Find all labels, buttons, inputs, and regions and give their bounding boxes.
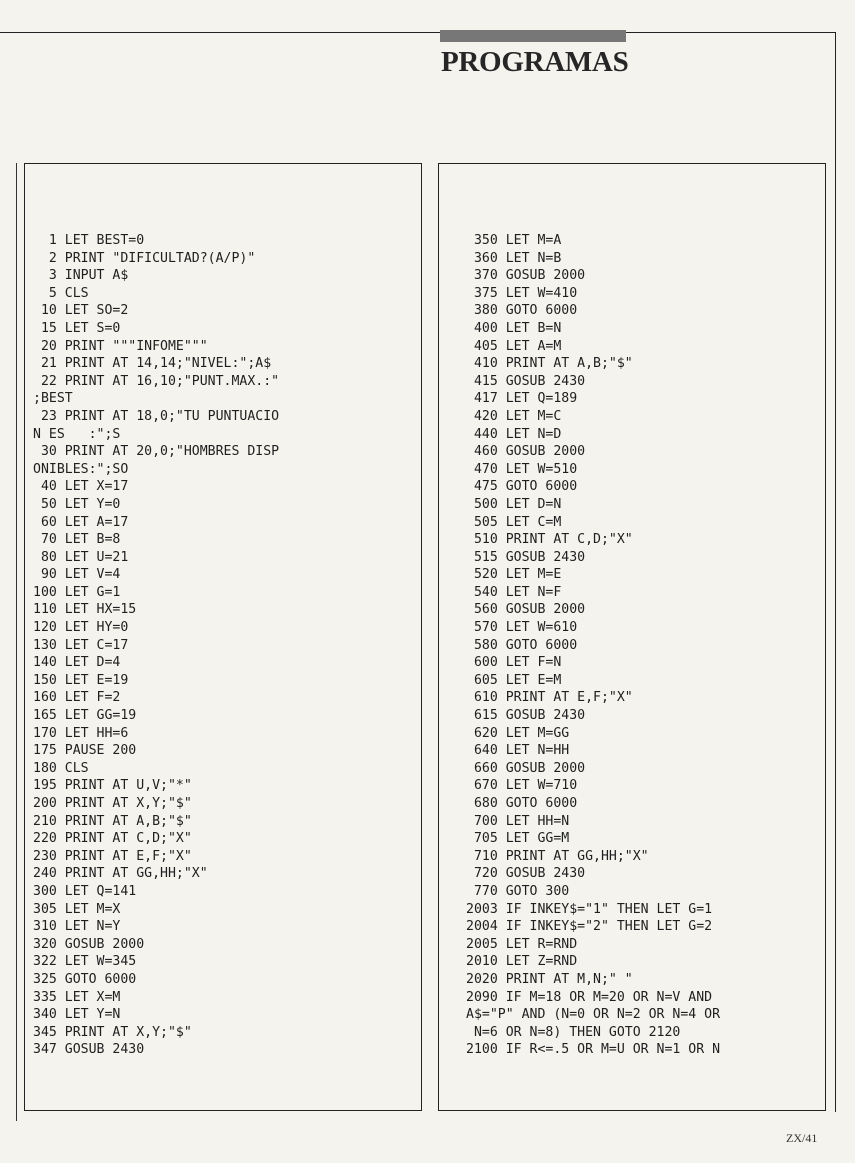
section-header-bar xyxy=(440,30,626,42)
code-line: 570 LET W=610 xyxy=(466,620,578,636)
code-listing-left xyxy=(33,232,279,1059)
code-line: 100 LET G=1 xyxy=(33,584,121,600)
code-line: 375 LET W=410 xyxy=(466,285,578,301)
code-line: 410 PRINT AT A,B;"$" xyxy=(466,356,633,372)
code-line: 22 PRINT AT 16,10;"PUNT.MAX.:" xyxy=(33,373,280,389)
code-line: 310 LET N=Y xyxy=(33,919,121,935)
code-line: 340 LET Y=N xyxy=(33,1007,121,1023)
code-line: 2005 LET R=RND xyxy=(466,936,578,952)
code-line: 23 PRINT AT 18,0;"TU PUNTUACIO xyxy=(33,408,280,424)
code-line: 347 GOSUB 2430 xyxy=(33,1042,145,1058)
code-line: 350 LET M=A xyxy=(466,233,562,248)
code-line: 2020 PRINT AT M,N;" " xyxy=(466,971,633,987)
code-line: 720 GOSUB 2430 xyxy=(466,866,586,882)
code-line: 610 PRINT AT E,F;"X" xyxy=(466,690,633,706)
code-line: 520 LET M=E xyxy=(466,567,562,583)
code-line: 130 LET C=17 xyxy=(33,637,129,653)
code-line: 380 GOTO 6000 xyxy=(466,303,578,319)
code-line: 615 GOSUB 2430 xyxy=(466,708,586,724)
code-line: 50 LET Y=0 xyxy=(33,496,121,512)
code-line: 20 PRINT """INFOME""" xyxy=(33,338,208,354)
code-line: 475 GOTO 6000 xyxy=(466,479,578,495)
code-line: 210 PRINT AT A,B;"$" xyxy=(33,813,192,829)
code-line: 2010 LET Z=RND xyxy=(466,954,578,970)
code-line: 230 PRINT AT E,F;"X" xyxy=(33,848,192,864)
code-line: 440 LET N=D xyxy=(466,426,562,442)
code-line: 200 PRINT AT X,Y;"$" xyxy=(33,796,192,811)
code-line: 360 LET N=B xyxy=(466,250,562,266)
code-line: 620 LET M=GG xyxy=(466,725,570,741)
code-line: 415 GOSUB 2430 xyxy=(466,373,586,389)
code-line: 700 LET HH=N xyxy=(466,813,570,829)
code-line: 305 LET M=X xyxy=(33,901,121,917)
code-line: 40 LET X=17 xyxy=(33,479,129,495)
code-line: 195 PRINT AT U,V;"*" xyxy=(33,778,192,794)
code-line: 2100 IF R<=.5 OR M=U OR N=1 OR N xyxy=(466,1042,721,1058)
code-line: 510 PRINT AT C,D;"X" xyxy=(466,532,633,548)
code-line: 10 LET SO=2 xyxy=(33,303,129,319)
code-line: 405 LET A=M xyxy=(466,338,562,354)
code-line: 3 INPUT A$ xyxy=(33,268,129,284)
code-line: 460 GOSUB 2000 xyxy=(466,444,586,460)
code-line: 605 LET E=M xyxy=(466,672,562,688)
code-line: 120 LET HY=0 xyxy=(33,620,129,636)
code-line: 180 CLS xyxy=(33,760,89,776)
code-line: N=6 OR N=8) THEN GOTO 2120 xyxy=(466,1024,681,1040)
code-line: 150 LET E=19 xyxy=(33,672,129,688)
code-line: 420 LET M=C xyxy=(466,408,562,424)
code-line: 30 PRINT AT 20,0;"HOMBRES DISP xyxy=(33,444,280,460)
code-line: 670 LET W=710 xyxy=(466,778,578,794)
code-line: 2 PRINT "DIFICULTAD?(A/P)" xyxy=(33,250,256,266)
code-listing-right xyxy=(466,232,720,1059)
code-line: 110 LET HX=15 xyxy=(33,602,137,618)
code-line: 505 LET C=M xyxy=(466,514,562,530)
code-line: 80 LET U=21 xyxy=(33,549,129,565)
page-number: ZX/41 xyxy=(786,1131,818,1145)
code-line: 560 GOSUB 2000 xyxy=(466,602,586,618)
code-line: 540 LET N=F xyxy=(466,584,562,600)
code-line: 470 LET W=510 xyxy=(466,461,578,477)
code-line: 240 PRINT AT GG,HH;"X" xyxy=(33,866,208,882)
code-line: 5 CLS xyxy=(33,285,89,301)
code-line: 370 GOSUB 2000 xyxy=(466,268,586,284)
code-line: 160 LET F=2 xyxy=(33,690,121,706)
code-line: 2004 IF INKEY$="2" THEN LET G=2 xyxy=(466,919,713,935)
code-line: 335 LET X=M xyxy=(33,989,121,1005)
code-line: 515 GOSUB 2430 xyxy=(466,549,586,565)
code-line: 500 LET D=N xyxy=(466,496,562,512)
code-line: 320 GOSUB 2000 xyxy=(33,936,145,952)
top-rule xyxy=(0,32,836,33)
code-line: 770 GOTO 300 xyxy=(466,883,570,899)
code-line: 640 LET N=HH xyxy=(466,743,570,759)
code-line: 300 LET Q=141 xyxy=(33,883,137,899)
code-line: 325 GOTO 6000 xyxy=(33,971,137,987)
code-line: 21 PRINT AT 14,14;"NIVEL:";A$ xyxy=(33,356,272,372)
code-line: ONIBLES:";SO xyxy=(33,461,129,477)
code-line: 2003 IF INKEY$="1" THEN LET G=1 xyxy=(466,901,713,917)
code-line: 70 LET B=8 xyxy=(33,532,121,548)
code-line: ;BEST xyxy=(33,391,73,407)
code-line: 705 LET GG=M xyxy=(466,831,570,847)
code-line: 680 GOTO 6000 xyxy=(466,796,578,811)
code-line: 90 LET V=4 xyxy=(33,567,121,583)
code-line: 1 LET BEST=0 xyxy=(33,233,145,248)
code-line: 220 PRINT AT C,D;"X" xyxy=(33,831,192,847)
code-line: 15 LET S=0 xyxy=(33,320,121,336)
code-line: 175 PAUSE 200 xyxy=(33,743,137,759)
code-line: 140 LET D=4 xyxy=(33,655,121,671)
code-line: 60 LET A=17 xyxy=(33,514,129,530)
code-line: 345 PRINT AT X,Y;"$" xyxy=(33,1024,192,1040)
code-line: 600 LET F=N xyxy=(466,655,562,671)
code-line: 2090 IF M=18 OR M=20 OR N=V AND xyxy=(466,989,713,1005)
code-line: 170 LET HH=6 xyxy=(33,725,129,741)
code-line: 580 GOTO 6000 xyxy=(466,637,578,653)
code-line: 165 LET GG=19 xyxy=(33,708,137,724)
code-line: 400 LET B=N xyxy=(466,320,562,336)
code-line: 710 PRINT AT GG,HH;"X" xyxy=(466,848,649,864)
left-rule xyxy=(16,163,17,1121)
code-line: N ES :";S xyxy=(33,426,121,442)
code-line: A$="P" AND (N=0 OR N=2 OR N=4 OR xyxy=(466,1007,721,1023)
code-line: 660 GOSUB 2000 xyxy=(466,760,586,776)
right-rule xyxy=(835,32,836,1112)
section-title: PROGRAMAS xyxy=(441,46,629,78)
code-line: 322 LET W=345 xyxy=(33,954,137,970)
code-line: 417 LET Q=189 xyxy=(466,391,578,407)
